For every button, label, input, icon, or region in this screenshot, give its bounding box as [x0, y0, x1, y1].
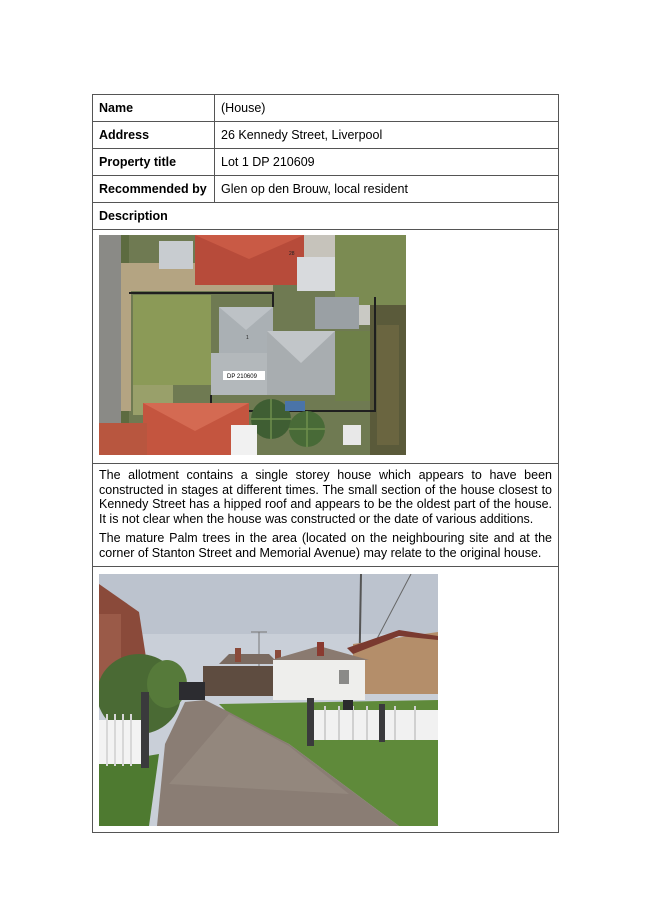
address-label: Address — [93, 122, 215, 149]
description-text-cell — [93, 464, 559, 567]
lot-number-label: 1 — [246, 335, 249, 341]
row-name — [93, 95, 559, 122]
name-value: (House) — [215, 95, 559, 122]
aerial-photo — [99, 235, 406, 455]
aerial-cell — [93, 230, 559, 464]
row-street-photo — [93, 567, 559, 833]
description-heading: Description — [93, 203, 559, 230]
description-paragraph-1: The allotment contains a single storey house which appears to have been constructed in stages at different times. The small section of the house closest to Kennedy Street has a hipped roof and appears to be the oldest part of the house. It is not clear when the house was constructed or the date of various additions. — [99, 468, 552, 526]
row-description-text — [93, 464, 559, 567]
dp-label: DP 210609 — [227, 374, 257, 380]
street-number-label: 28 — [289, 251, 295, 257]
property-info-table — [92, 94, 559, 833]
street-photo — [99, 574, 438, 826]
recommended-by-value: Glen op den Brouw, local resident — [215, 176, 559, 203]
property-title-label: Property title — [93, 149, 215, 176]
street-photo-cell — [93, 567, 559, 833]
recommended-by-label: Recommended by — [93, 176, 215, 203]
row-recommended-by — [93, 176, 559, 203]
address-value: 26 Kennedy Street, Liverpool — [215, 122, 559, 149]
row-aerial — [93, 230, 559, 464]
row-property-title — [93, 149, 559, 176]
property-title-value: Lot 1 DP 210609 — [215, 149, 559, 176]
heritage-inventory-sheet — [92, 94, 559, 833]
description-paragraph-2: The mature Palm trees in the area (located on the neighbouring site and at the corner of Stanton Street and Memorial Avenue) may relate to the original house. — [99, 531, 552, 560]
row-address — [93, 122, 559, 149]
row-description-heading — [93, 203, 559, 230]
name-label: Name — [93, 95, 215, 122]
